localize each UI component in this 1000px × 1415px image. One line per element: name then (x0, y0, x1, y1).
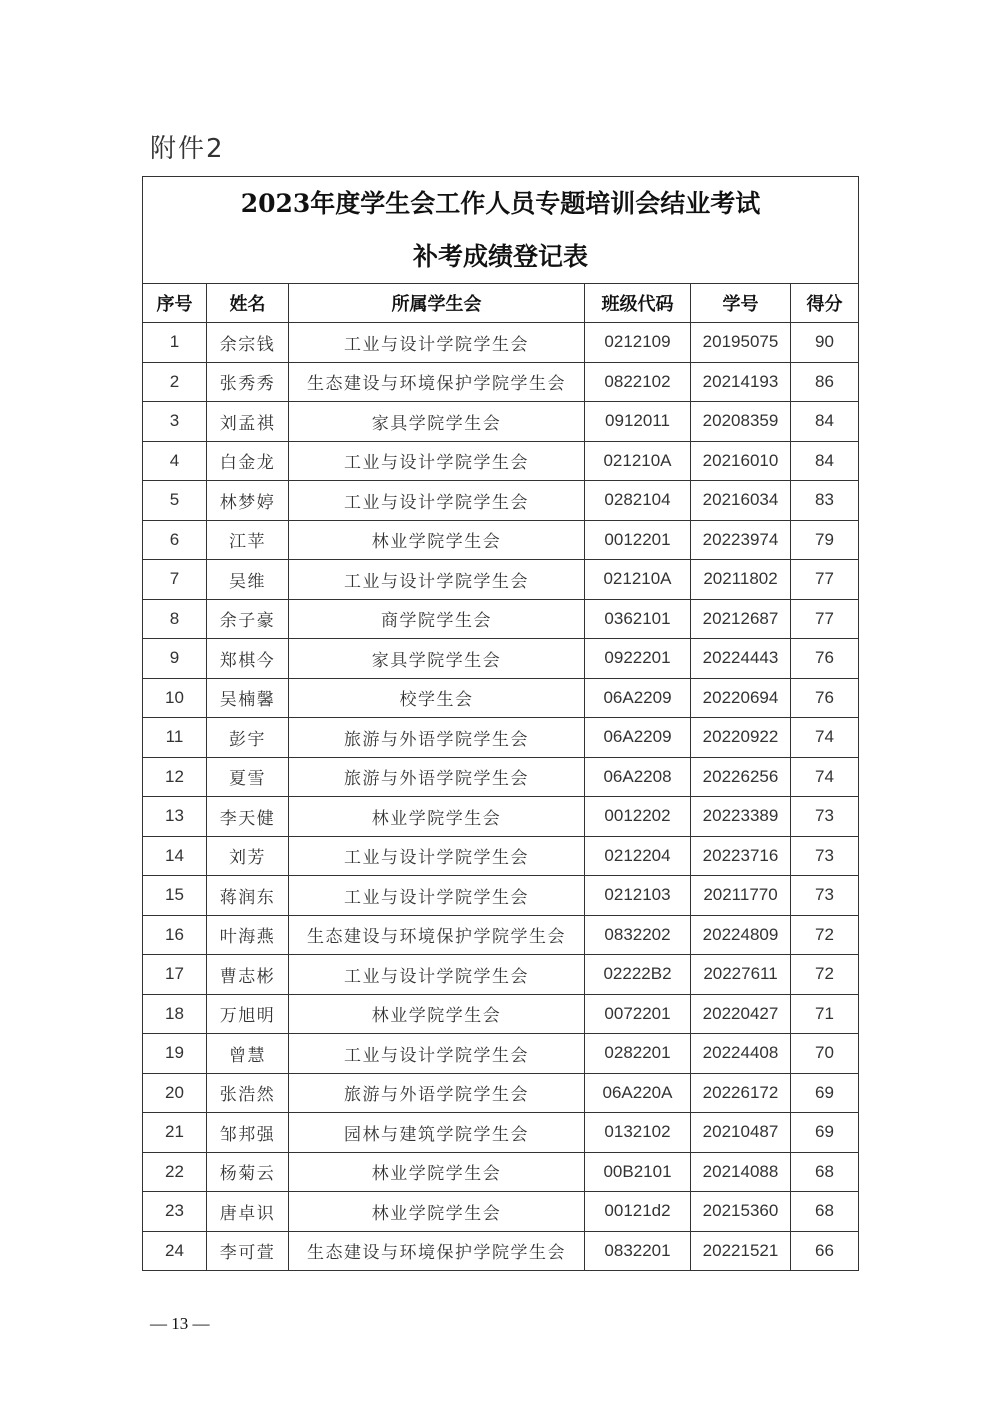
column-header-org: 所属学生会 (289, 284, 585, 323)
cell-class-code: 00B2101 (585, 1152, 691, 1192)
cell-score: 76 (791, 678, 859, 718)
cell-org: 工业与设计学院学生会 (289, 441, 585, 481)
cell-org: 工业与设计学院学生会 (289, 560, 585, 600)
cell-no: 19 (143, 1034, 207, 1074)
cell-org: 旅游与外语学院学生会 (289, 757, 585, 797)
cell-name: 邹邦强 (207, 1113, 289, 1153)
cell-score: 90 (791, 323, 859, 363)
cell-name: 彭宇 (207, 718, 289, 758)
table-row (143, 639, 859, 679)
cell-no: 11 (143, 718, 207, 758)
table-row (143, 757, 859, 797)
cell-student-id: 20214193 (691, 362, 791, 402)
cell-score: 74 (791, 757, 859, 797)
cell-org: 工业与设计学院学生会 (289, 323, 585, 363)
table-row (143, 876, 859, 916)
cell-student-id: 20226256 (691, 757, 791, 797)
cell-org: 林业学院学生会 (289, 994, 585, 1034)
cell-name: 唐卓识 (207, 1192, 289, 1232)
cell-score: 72 (791, 955, 859, 995)
cell-student-id: 20224408 (691, 1034, 791, 1074)
cell-org: 生态建设与环境保护学院学生会 (289, 1231, 585, 1271)
table-row (143, 323, 859, 363)
cell-class-code: 0282104 (585, 481, 691, 521)
cell-no: 13 (143, 797, 207, 837)
cell-no: 14 (143, 836, 207, 876)
cell-student-id: 20226172 (691, 1073, 791, 1113)
cell-student-id: 20212687 (691, 599, 791, 639)
cell-score: 72 (791, 915, 859, 955)
cell-score: 73 (791, 876, 859, 916)
cell-class-code: 0132102 (585, 1113, 691, 1153)
cell-score: 70 (791, 1034, 859, 1074)
column-header-student-id: 学号 (691, 284, 791, 323)
table-row (143, 1192, 859, 1232)
cell-name: 张秀秀 (207, 362, 289, 402)
cell-student-id: 20220427 (691, 994, 791, 1034)
cell-class-code: 0362101 (585, 599, 691, 639)
cell-class-code: 00121d2 (585, 1192, 691, 1232)
cell-student-id: 20223716 (691, 836, 791, 876)
cell-org: 商学院学生会 (289, 599, 585, 639)
cell-name: 李天健 (207, 797, 289, 837)
cell-no: 9 (143, 639, 207, 679)
cell-score: 71 (791, 994, 859, 1034)
cell-class-code: 0912011 (585, 402, 691, 442)
cell-score: 69 (791, 1113, 859, 1153)
cell-class-code: 0212109 (585, 323, 691, 363)
cell-name: 蒋润东 (207, 876, 289, 916)
cell-score: 84 (791, 441, 859, 481)
cell-class-code: 0832202 (585, 915, 691, 955)
table-title (143, 177, 859, 284)
cell-name: 吴维 (207, 560, 289, 600)
cell-score: 68 (791, 1152, 859, 1192)
cell-name: 叶海燕 (207, 915, 289, 955)
cell-class-code: 0832201 (585, 1231, 691, 1271)
cell-student-id: 20223389 (691, 797, 791, 837)
table-row (143, 441, 859, 481)
cell-score: 73 (791, 836, 859, 876)
cell-score: 68 (791, 1192, 859, 1232)
cell-name: 刘孟祺 (207, 402, 289, 442)
cell-student-id: 20224443 (691, 639, 791, 679)
cell-name: 李可萱 (207, 1231, 289, 1271)
cell-no: 5 (143, 481, 207, 521)
cell-name: 余子豪 (207, 599, 289, 639)
table-row (143, 402, 859, 442)
table-row (143, 1073, 859, 1113)
page-number: — 13 — (150, 1314, 210, 1333)
table-row (143, 915, 859, 955)
attachment-label: 附件2 (150, 134, 225, 164)
cell-org: 旅游与外语学院学生会 (289, 718, 585, 758)
table-row (143, 560, 859, 600)
table-row (143, 718, 859, 758)
cell-org: 家具学院学生会 (289, 639, 585, 679)
cell-class-code: 021210A (585, 560, 691, 600)
cell-score: 73 (791, 797, 859, 837)
cell-class-code: 0282201 (585, 1034, 691, 1074)
cell-no: 24 (143, 1231, 207, 1271)
cell-student-id: 20221521 (691, 1231, 791, 1271)
cell-no: 3 (143, 402, 207, 442)
cell-name: 杨菊云 (207, 1152, 289, 1192)
cell-score: 76 (791, 639, 859, 679)
table-row (143, 1034, 859, 1074)
cell-no: 15 (143, 876, 207, 916)
cell-name: 吴楠馨 (207, 678, 289, 718)
cell-no: 23 (143, 1192, 207, 1232)
title-line-1: 2023年度学生会工作人员专题培训会结业考试 (240, 189, 761, 218)
cell-name: 张浩然 (207, 1073, 289, 1113)
cell-name: 曹志彬 (207, 955, 289, 995)
cell-no: 8 (143, 599, 207, 639)
cell-name: 林梦婷 (207, 481, 289, 521)
table-row (143, 836, 859, 876)
cell-org: 生态建设与环境保护学院学生会 (289, 915, 585, 955)
cell-org: 工业与设计学院学生会 (289, 955, 585, 995)
cell-score: 86 (791, 362, 859, 402)
title-line-2: 补考成绩登记表 (412, 242, 588, 271)
cell-class-code: 0212103 (585, 876, 691, 916)
cell-student-id: 20210487 (691, 1113, 791, 1153)
cell-class-code: 0012202 (585, 797, 691, 837)
cell-score: 77 (791, 560, 859, 600)
cell-name: 夏雪 (207, 757, 289, 797)
cell-student-id: 20220922 (691, 718, 791, 758)
table-row (143, 994, 859, 1034)
cell-org: 旅游与外语学院学生会 (289, 1073, 585, 1113)
cell-score: 77 (791, 599, 859, 639)
cell-no: 17 (143, 955, 207, 995)
cell-class-code: 0012201 (585, 520, 691, 560)
cell-class-code: 06A2209 (585, 718, 691, 758)
table-row (143, 955, 859, 995)
cell-score: 83 (791, 481, 859, 521)
cell-class-code: 0822102 (585, 362, 691, 402)
table-row (143, 678, 859, 718)
cell-no: 7 (143, 560, 207, 600)
cell-no: 16 (143, 915, 207, 955)
table-row (143, 520, 859, 560)
cell-student-id: 20215360 (691, 1192, 791, 1232)
cell-student-id: 20220694 (691, 678, 791, 718)
cell-no: 22 (143, 1152, 207, 1192)
cell-org: 工业与设计学院学生会 (289, 481, 585, 521)
cell-no: 12 (143, 757, 207, 797)
cell-student-id: 20211770 (691, 876, 791, 916)
cell-class-code: 06A2209 (585, 678, 691, 718)
cell-org: 家具学院学生会 (289, 402, 585, 442)
cell-class-code: 021210A (585, 441, 691, 481)
cell-name: 余宗钱 (207, 323, 289, 363)
cell-no: 18 (143, 994, 207, 1034)
cell-no: 6 (143, 520, 207, 560)
score-register-table (142, 176, 859, 1271)
cell-class-code: 0212204 (585, 836, 691, 876)
cell-score: 74 (791, 718, 859, 758)
cell-student-id: 20216010 (691, 441, 791, 481)
column-header-class-code: 班级代码 (585, 284, 691, 323)
cell-no: 2 (143, 362, 207, 402)
cell-student-id: 20214088 (691, 1152, 791, 1192)
cell-org: 工业与设计学院学生会 (289, 836, 585, 876)
cell-score: 66 (791, 1231, 859, 1271)
cell-student-id: 20211802 (691, 560, 791, 600)
cell-no: 1 (143, 323, 207, 363)
cell-org: 生态建设与环境保护学院学生会 (289, 362, 585, 402)
cell-name: 曾慧 (207, 1034, 289, 1074)
table-body (143, 323, 859, 1271)
column-header-score: 得分 (791, 284, 859, 323)
table-row (143, 1231, 859, 1271)
cell-student-id: 20224809 (691, 915, 791, 955)
cell-class-code: 06A2208 (585, 757, 691, 797)
cell-org: 林业学院学生会 (289, 1152, 585, 1192)
cell-no: 10 (143, 678, 207, 718)
cell-org: 工业与设计学院学生会 (289, 1034, 585, 1074)
column-header-no: 序号 (143, 284, 207, 323)
cell-student-id: 20223974 (691, 520, 791, 560)
cell-score: 69 (791, 1073, 859, 1113)
cell-student-id: 20195075 (691, 323, 791, 363)
cell-name: 郑棋今 (207, 639, 289, 679)
cell-no: 4 (143, 441, 207, 481)
cell-org: 校学生会 (289, 678, 585, 718)
table-row (143, 1113, 859, 1153)
cell-student-id: 20227611 (691, 955, 791, 995)
cell-org: 林业学院学生会 (289, 797, 585, 837)
cell-name: 刘芳 (207, 836, 289, 876)
table-row (143, 599, 859, 639)
table-row (143, 1152, 859, 1192)
cell-score: 79 (791, 520, 859, 560)
cell-student-id: 20208359 (691, 402, 791, 442)
cell-name: 江苹 (207, 520, 289, 560)
table-row (143, 362, 859, 402)
cell-name: 万旭明 (207, 994, 289, 1034)
cell-org: 林业学院学生会 (289, 1192, 585, 1232)
cell-no: 20 (143, 1073, 207, 1113)
cell-class-code: 06A220A (585, 1073, 691, 1113)
column-header-name: 姓名 (207, 284, 289, 323)
cell-org: 林业学院学生会 (289, 520, 585, 560)
cell-score: 84 (791, 402, 859, 442)
cell-class-code: 02222B2 (585, 955, 691, 995)
cell-no: 21 (143, 1113, 207, 1153)
cell-class-code: 0922201 (585, 639, 691, 679)
cell-org: 工业与设计学院学生会 (289, 876, 585, 916)
cell-student-id: 20216034 (691, 481, 791, 521)
cell-class-code: 0072201 (585, 994, 691, 1034)
table-row (143, 797, 859, 837)
table-row (143, 481, 859, 521)
cell-name: 白金龙 (207, 441, 289, 481)
header-row (143, 284, 859, 323)
cell-org: 园林与建筑学院学生会 (289, 1113, 585, 1153)
